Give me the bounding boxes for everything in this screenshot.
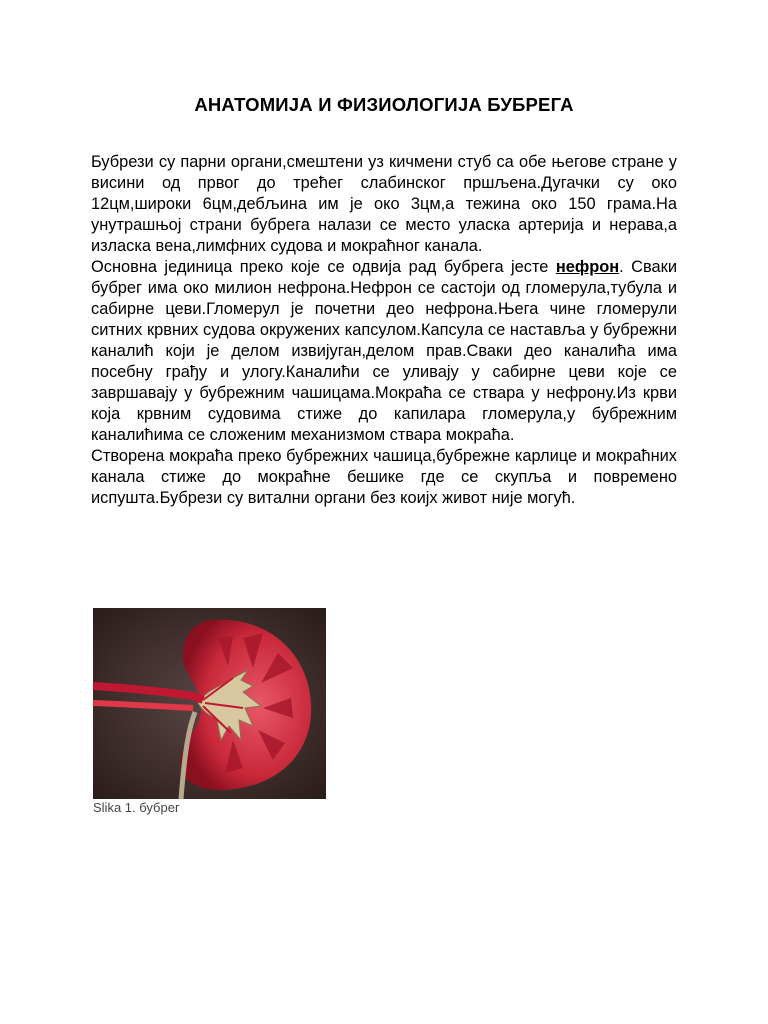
nephron-term: нефрон <box>555 258 620 276</box>
document-body <box>91 152 677 509</box>
figure-caption: Slika 1. бубрег <box>93 800 180 815</box>
paragraph-2 <box>91 257 677 446</box>
paragraph-3: Створена мокраћа преко бубрежних чашица,бубрежне карлице и мокраћних канала стиже до мокраћне бешике где се скупља и повремено испушта.Бубрези су витални органи без коијх живот није могућ. <box>91 447 677 507</box>
paragraph-2-rest: . Сваки бубрег има око милион нефрона.Нефрон се састоји од гломерула,тубула и сабирне цеви.Гломерул је почетни део нефрона.Њега чине гломерули ситних крвних судова окружених капсулом.Капсула се наставља у бубрежни каналић који је делом извијуган,делом прав.Сваки део каналића има посебну грађу и улогу.Каналићи се уливају у сабирне цеви које се завршавају у бубрежним чашицама.Мокраћа се ствара у нефрону.Из крви која крвним судовима стиже до капилара гломерула,у бубрежним каналићима се сложеним механизмом ствара мокраћа. <box>91 258 677 444</box>
kidney-illustration <box>93 608 326 799</box>
document-title: АНАТОМИЈА И ФИЗИОЛОГИЈА БУБРЕГА <box>194 94 574 115</box>
paragraph-2-intro: Основна јединица преко које се одвија рад бубрега јесте <box>91 258 556 276</box>
paragraph-1: Бубрези су парни органи,смештени уз кичмени стуб са обе његове стране у висини од првог до трећег слабинског пршљена.Дугачки су око 12цм,широки 6цм,дебљина им је око 3цм,а тежина око 150 грама.На унутрашњој страни бубрега налази се место уласка артерија и нерава,а изласка вена,лимфних судова и мокраћног канала. <box>91 153 677 255</box>
kidney-drawing <box>93 608 326 799</box>
